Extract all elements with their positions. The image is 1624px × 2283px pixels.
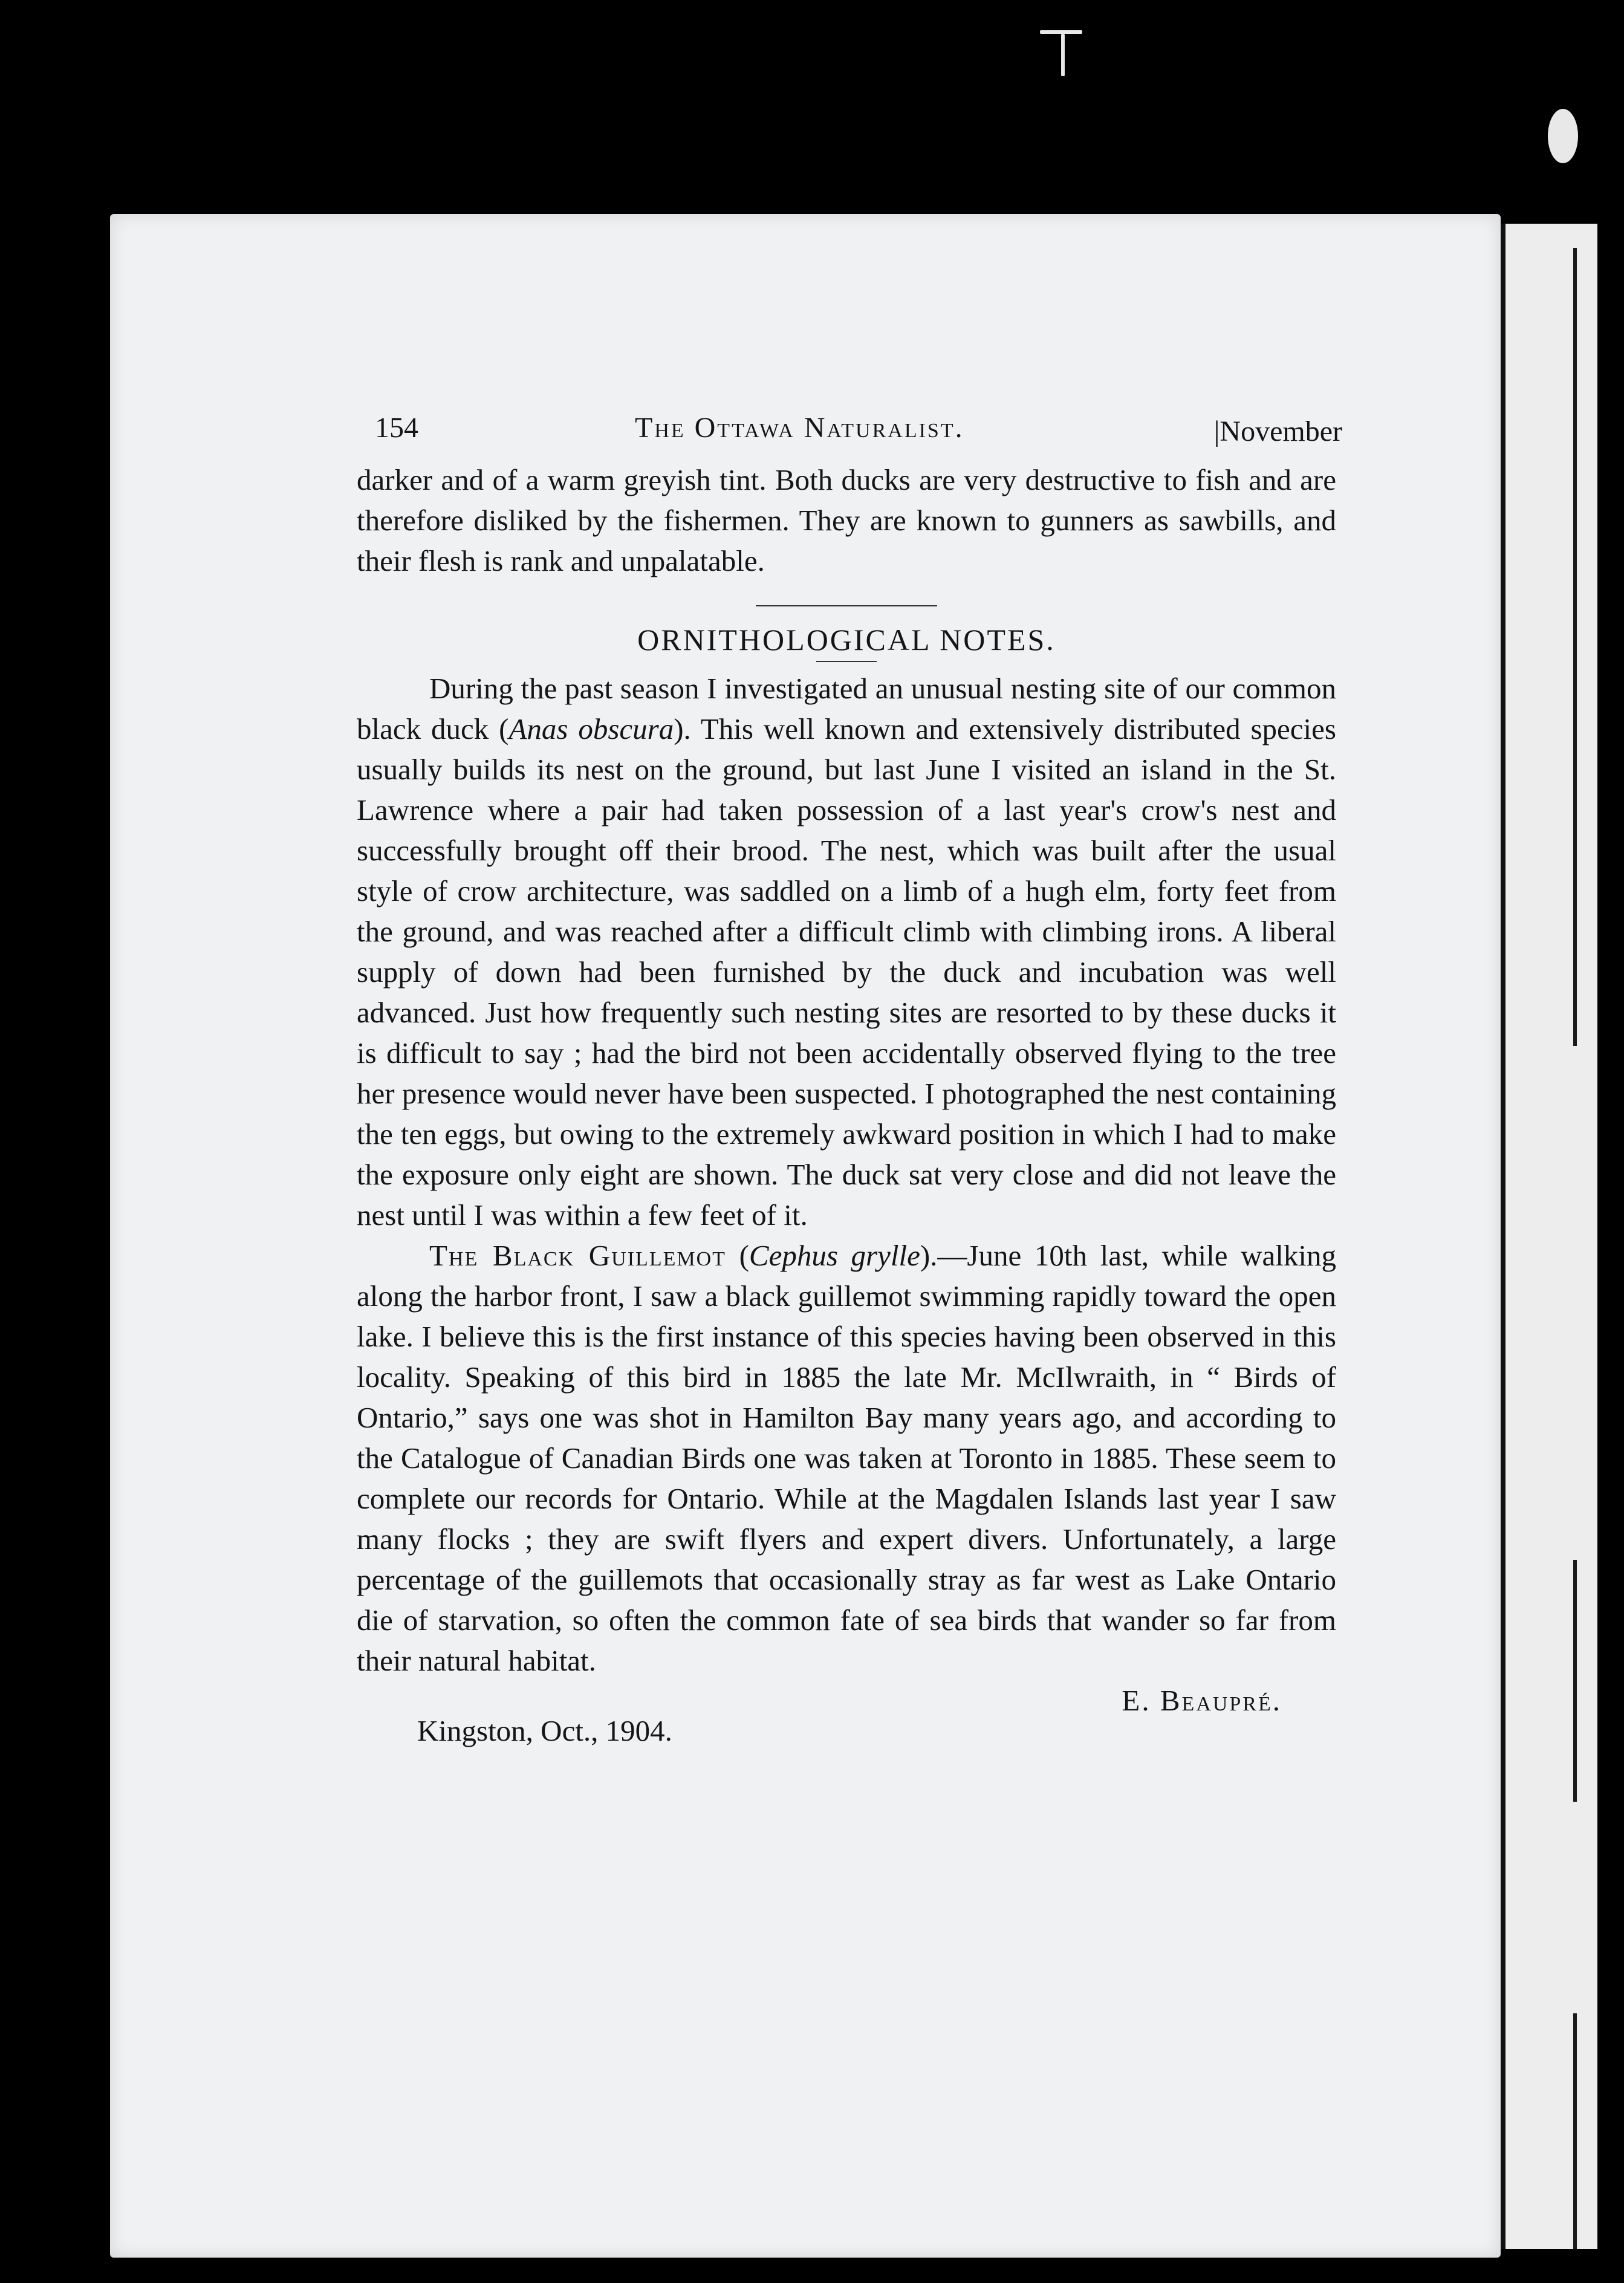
margin-rule-middle — [1573, 1560, 1577, 1802]
author-name: E. Beaupré. — [1122, 1684, 1282, 1717]
section-divider — [756, 605, 937, 606]
paragraph-text: ).—June 10th last, while walking along the harbor front, I saw a black guillemot swimming rapidly toward the open lake. I believe this is the first instance of this species having been observed in this locality. Speaking of this bird in 1885 the late Mr. McIlwraith, in “ Birds of Ontario,” says one was shot in Hamilton Bay many years ago, and according to the Catalogue of Canadian Birds one was taken at Toronto in 1885. These seem to complete our records for Ontario. While at the Magdalen Islands last year I saw many flocks ; they are swift flyers and expert divers. Unfortunately, a large percentage of the guillemots that occasionally stray as far west as Lake Ontario die of starvation, so often the common fate of sea birds that wander so far from their natural habitat. — [357, 1239, 1336, 1677]
page-number: 154 — [375, 412, 418, 444]
place-date: Kingston, Oct., 1904. — [417, 1714, 672, 1747]
margin-rule-upper — [1573, 248, 1577, 1046]
guillemot-paragraph — [357, 1235, 1336, 1681]
paragraph-text: During the past season I investigated an unusual nesting site of our common black duck ( — [357, 672, 1336, 745]
latin-name: Cephus grylle — [749, 1239, 920, 1272]
scan-artifact-speck — [1548, 109, 1578, 163]
black-duck-paragraph — [357, 668, 1336, 1235]
issue-month: |November — [1213, 415, 1342, 447]
lead-in-heading: The Black Guillemot — [429, 1239, 726, 1272]
paragraph-text: ( — [726, 1239, 749, 1272]
scan-artifact-mark — [1040, 30, 1082, 34]
scan-artifact-mark-vertical — [1061, 34, 1065, 76]
section-title: ORNITHOLOGICAL NOTES. — [637, 623, 1056, 657]
paragraph-text: ). This well known and extensively distributed species usually builds its nest on the ground, but last June I visited an island in the St. Lawrence where a pair had taken possession of a last year's crow's nest and successfully brought off their brood. The nest, which was built after the usual style of crow architecture, was saddled on a limb of a hugh elm, forty feet from the ground, and was reached after a difficult climb with climbing irons. A liberal supply of down had been furnished by the duck and incubation was well advanced. Just how frequently such nesting sites are resorted to by these ducks it is difficult to say ; had the bird not been accidentally observed flying to the tree her presence would never have been suspected. I photographed the nest containing the ten eggs, but owing to the extremely awkward position in which I had to make the exposure only eight are shown. The duck sat very close and did not leave the nest until I was within a few feet of it. — [357, 712, 1336, 1232]
adjacent-page-edge — [1501, 224, 1597, 2249]
continued-paragraph: darker and of a warm greyish tint. Both ducks are very destructive to fish and are therefore disliked by the fishermen. They are known to gunners as sawbills, and their flesh is rank and unpalatable. — [357, 463, 1336, 577]
signature-block — [357, 1683, 1336, 1762]
margin-rule-lower — [1573, 2013, 1577, 2249]
journal-title: The Ottawa Naturalist. — [635, 412, 964, 444]
title-underline — [816, 661, 877, 662]
running-header — [357, 411, 1342, 460]
page-gutter-shadow — [1501, 224, 1505, 2249]
latin-name: Anas obscura — [508, 712, 674, 745]
article-body — [357, 411, 1342, 1762]
